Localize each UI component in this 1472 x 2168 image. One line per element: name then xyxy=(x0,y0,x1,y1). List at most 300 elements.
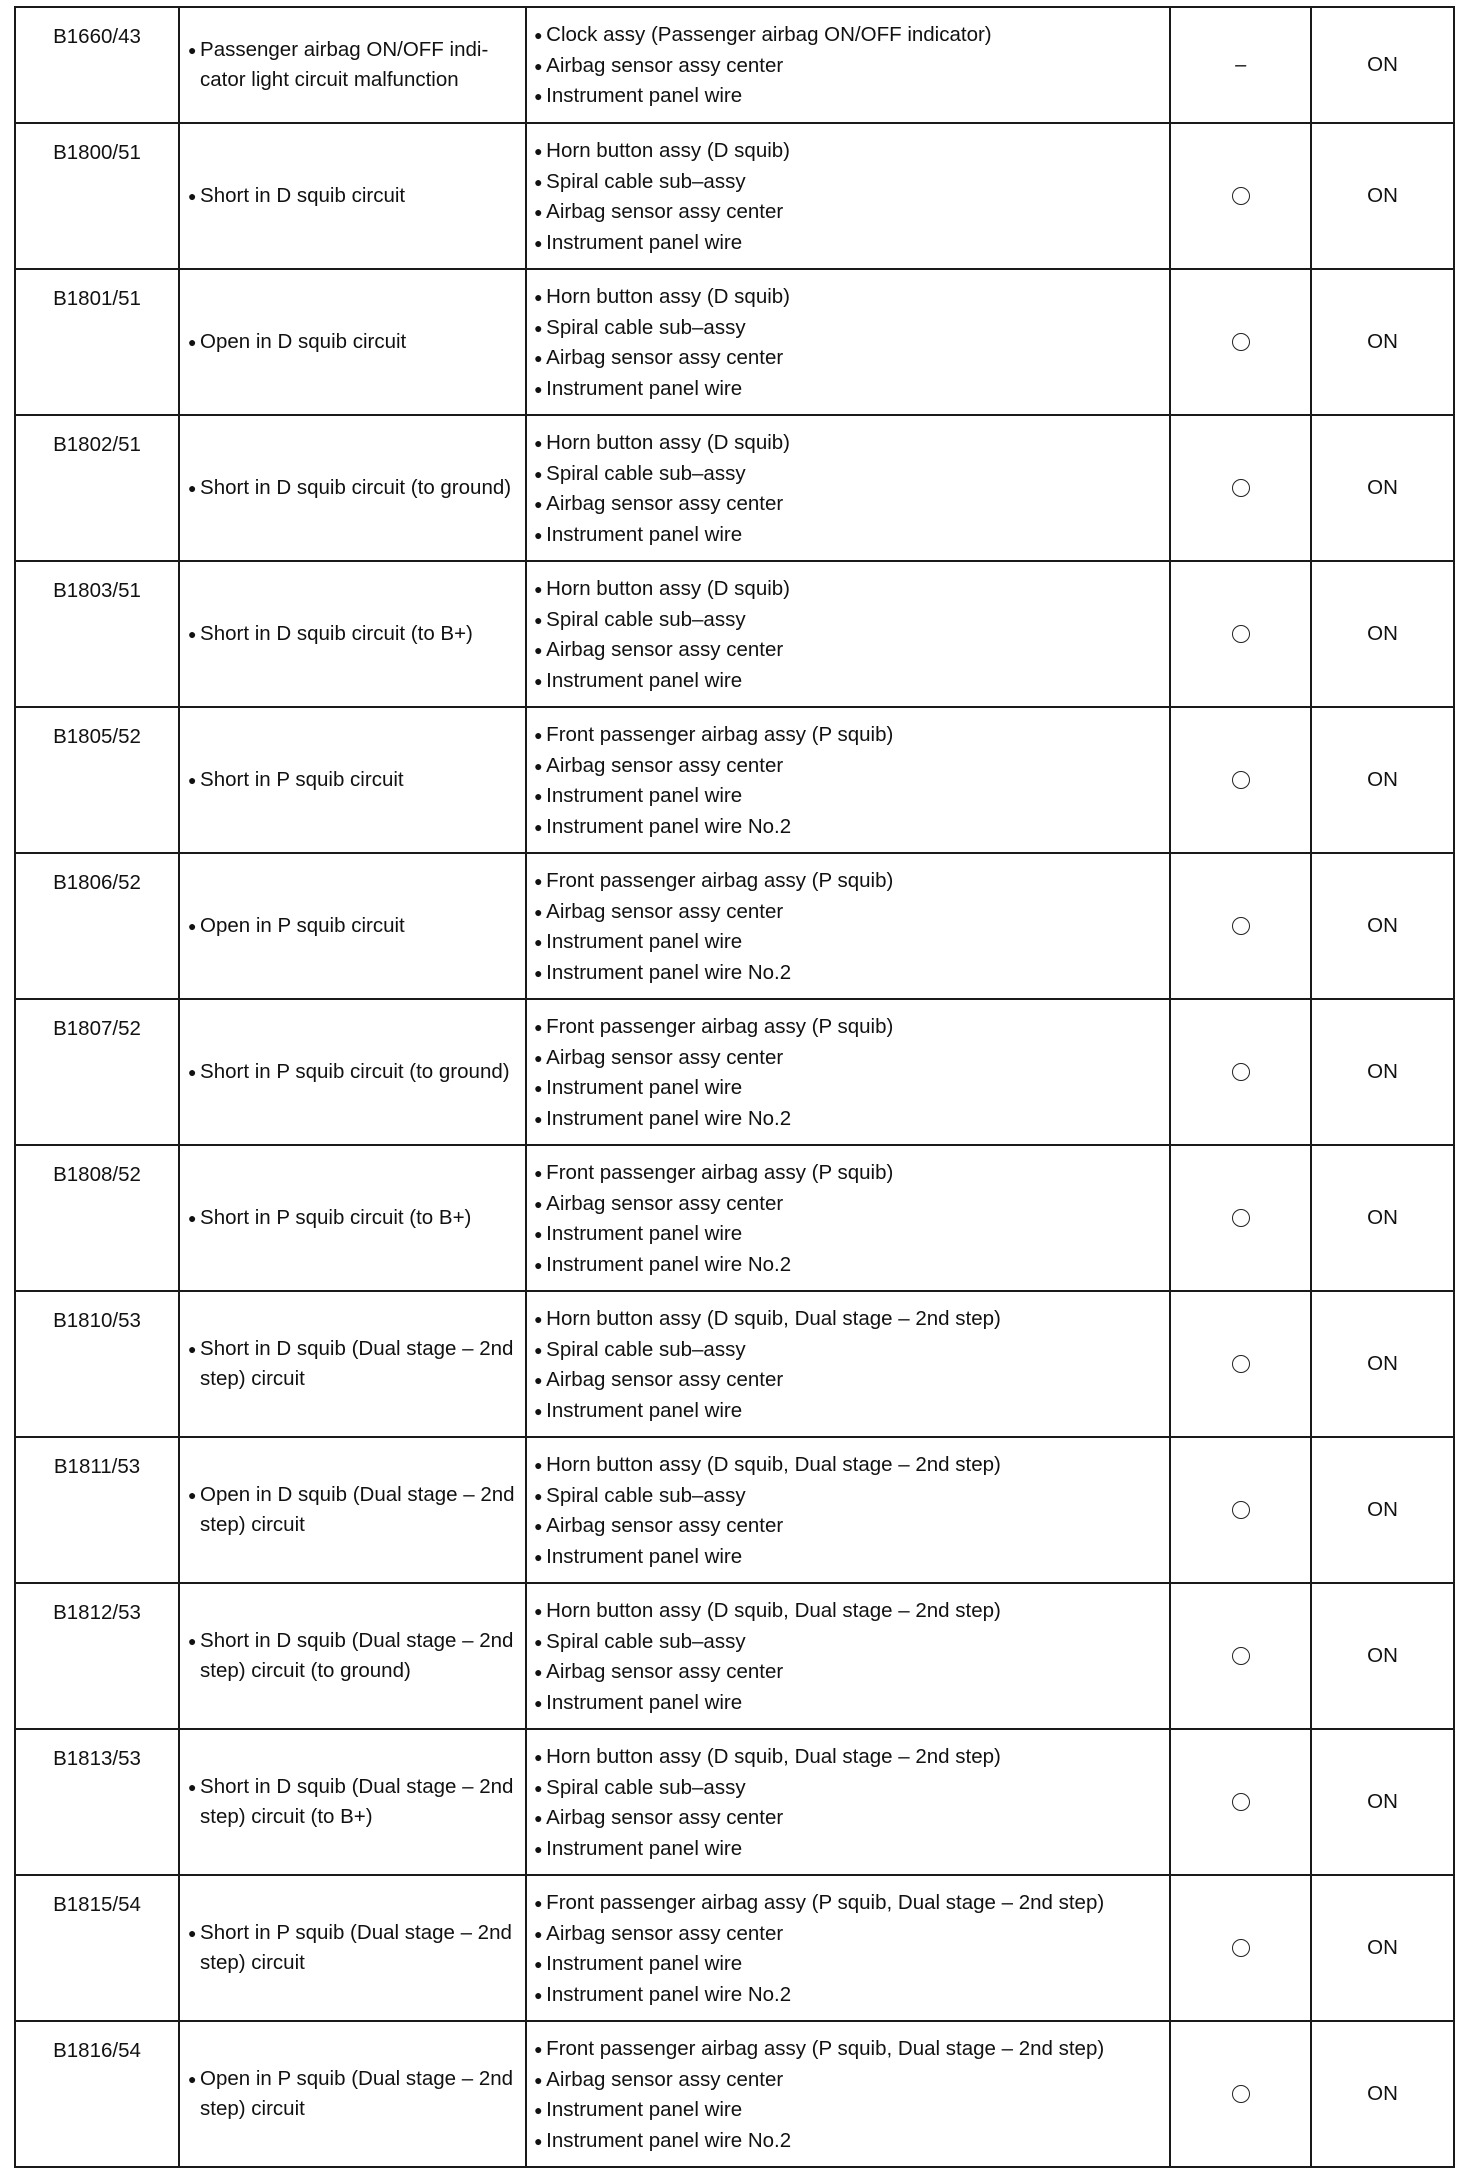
trouble-area-cell xyxy=(526,1583,1170,1729)
trouble-area-cell xyxy=(526,1145,1170,1291)
detection-condition-text: Open in P squib (Dual stage – 2nd step) circuit xyxy=(200,2066,514,2120)
trouble-area-text: Airbag sensor assy center xyxy=(546,753,784,777)
trouble-area-list xyxy=(534,1012,1163,1134)
trouble-area-item xyxy=(534,1481,1163,1512)
detection-condition xyxy=(188,35,519,96)
detection-condition-text: Open in P squib circuit xyxy=(200,913,405,937)
bullet-icon: ● xyxy=(534,1487,543,1504)
trouble-area-text: Front passenger airbag assy (P squib) xyxy=(546,723,894,746)
bullet-icon: ● xyxy=(188,479,197,496)
trouble-area-text: Instrument panel wire xyxy=(546,1836,743,1860)
bullet-icon: ● xyxy=(534,27,543,44)
trouble-area-item xyxy=(534,1888,1163,1919)
trouble-area-cell xyxy=(526,7,1170,123)
trouble-area-text: Airbag sensor assy center xyxy=(546,1660,784,1683)
bullet-icon: ● xyxy=(534,380,543,397)
bullet-icon: ● xyxy=(534,289,543,305)
warning-light-status: ON xyxy=(1367,475,1398,499)
circle-icon xyxy=(1232,771,1250,789)
warning-light-status: ON xyxy=(1367,1789,1398,1813)
bullet-icon: ● xyxy=(534,319,543,336)
dtc-code: B1815/54 xyxy=(53,1893,141,1916)
trouble-area-item xyxy=(534,866,1163,897)
warning-light-cell xyxy=(1311,1583,1454,1729)
bullet-icon: ● xyxy=(534,1165,543,1181)
trouble-area-list xyxy=(534,136,1163,258)
bullet-icon: ● xyxy=(188,1924,197,1941)
trouble-area-cell xyxy=(526,1437,1170,1583)
bullet-icon: ● xyxy=(534,1840,543,1857)
trouble-area-list xyxy=(534,574,1163,696)
detection-condition xyxy=(188,1626,519,1687)
dtc-code: B1800/51 xyxy=(53,141,141,164)
trouble-area-text: Instrument panel wire No.2 xyxy=(546,1252,792,1276)
circle-icon xyxy=(1232,1793,1250,1811)
dtc-code: B1801/51 xyxy=(53,287,141,310)
bullet-icon: ● xyxy=(534,1080,543,1096)
trouble-area-text: Airbag sensor assy center xyxy=(546,1806,784,1829)
memory-cell xyxy=(1170,269,1311,415)
dtc-code: B1813/53 xyxy=(53,1747,141,1770)
memory-cell xyxy=(1170,415,1311,561)
trouble-area-item xyxy=(534,489,1163,520)
detection-condition-text: Open in D squib (Dual stage – 2nd step) circuit xyxy=(200,1482,515,1536)
trouble-area-item xyxy=(534,1073,1163,1104)
trouble-area-text: Instrument panel wire xyxy=(546,376,743,400)
dtc-code: B1660/43 xyxy=(53,25,141,48)
bullet-icon: ● xyxy=(534,496,543,512)
detection-condition-cell xyxy=(179,999,526,1145)
trouble-area-cell xyxy=(526,269,1170,415)
bullet-icon: ● xyxy=(534,1694,543,1711)
trouble-area-text: Instrument panel wire No.2 xyxy=(546,814,792,838)
memory-cell xyxy=(1170,707,1311,853)
memory-mark xyxy=(1232,1644,1250,1667)
table-row xyxy=(15,1583,1454,1729)
dtc-code-cell xyxy=(15,269,179,415)
detection-condition xyxy=(188,1334,519,1395)
trouble-area-item xyxy=(534,812,1163,843)
bullet-icon: ● xyxy=(534,1548,543,1565)
trouble-area-item xyxy=(534,1104,1163,1135)
trouble-area-text: Airbag sensor assy center xyxy=(546,638,784,661)
bullet-icon: ● xyxy=(188,187,197,204)
bullet-icon: ● xyxy=(534,1110,543,1127)
memory-mark xyxy=(1232,914,1250,937)
detection-condition xyxy=(188,181,519,212)
detection-condition-cell xyxy=(179,707,526,853)
dtc-code-cell xyxy=(15,1291,179,1437)
trouble-area-text: Instrument panel wire No.2 xyxy=(546,1982,792,2006)
memory-cell xyxy=(1170,1437,1311,1583)
trouble-area-text: Front passenger airbag assy (P squib) xyxy=(546,1015,894,1038)
bullet-icon: ● xyxy=(534,1956,543,1972)
trouble-area-text: Airbag sensor assy center xyxy=(546,1191,784,1215)
trouble-area-text: Airbag sensor assy center xyxy=(546,492,784,515)
warning-light-cell xyxy=(1311,2021,1454,2167)
bullet-icon: ● xyxy=(534,934,543,950)
bullet-icon: ● xyxy=(534,1226,543,1242)
detection-condition-text: Short in P squib circuit (to ground) xyxy=(200,1059,510,1083)
dtc-code-cell xyxy=(15,561,179,707)
trouble-area-cell xyxy=(526,123,1170,269)
trouble-area-text: Airbag sensor assy center xyxy=(546,899,784,923)
bullet-icon: ● xyxy=(188,771,197,788)
trouble-area-text: Spiral cable sub–assy xyxy=(546,461,746,485)
detection-condition-text: Short in D squib (Dual stage – 2nd step) circuit (to B+) xyxy=(200,1774,514,1828)
trouble-area-text: Horn button assy (D squib) xyxy=(546,577,790,600)
memory-mark xyxy=(1232,476,1250,499)
trouble-area-item xyxy=(534,374,1163,405)
detection-condition xyxy=(188,1480,519,1541)
memory-cell xyxy=(1170,1583,1311,1729)
trouble-area-item xyxy=(534,781,1163,812)
warning-light-status: ON xyxy=(1367,621,1398,645)
trouble-area-text: Horn button assy (D squib, Dual stage – 2nd step) xyxy=(546,1307,1001,1330)
dtc-code: B1806/52 xyxy=(53,871,141,894)
trouble-area-item xyxy=(534,1043,1163,1074)
warning-light-status: ON xyxy=(1367,1935,1398,1959)
bullet-icon: ● xyxy=(534,1603,543,1619)
bullet-icon: ● xyxy=(534,1810,543,1826)
memory-cell xyxy=(1170,853,1311,999)
warning-light-cell xyxy=(1311,707,1454,853)
detection-condition xyxy=(188,619,519,650)
trouble-area-item xyxy=(534,1012,1163,1043)
circle-icon xyxy=(1232,1501,1250,1519)
detection-condition xyxy=(188,1203,519,1234)
warning-light-status: ON xyxy=(1367,1643,1398,1667)
trouble-area-text: Front passenger airbag assy (P squib, Dual stage – 2nd step) xyxy=(546,1891,1105,1914)
trouble-area-item xyxy=(534,428,1163,459)
trouble-area-cell xyxy=(526,707,1170,853)
bullet-icon: ● xyxy=(534,788,543,804)
trouble-area-text: Instrument panel wire xyxy=(546,1076,743,1099)
trouble-area-item xyxy=(534,1219,1163,1250)
circle-icon xyxy=(1232,333,1250,351)
bullet-icon: ● xyxy=(534,88,543,105)
trouble-area-item xyxy=(534,927,1163,958)
trouble-area-item xyxy=(534,1773,1163,1804)
detection-condition-cell xyxy=(179,415,526,561)
detection-condition-text: Short in D squib circuit (to ground) xyxy=(200,475,512,499)
trouble-area-item xyxy=(534,1158,1163,1189)
detection-condition-text: Short in D squib circuit (to B+) xyxy=(200,621,473,645)
memory-mark xyxy=(1232,330,1250,353)
dtc-table-body xyxy=(15,7,1454,2167)
detection-condition-cell xyxy=(179,1291,526,1437)
trouble-area-item xyxy=(534,1919,1163,1950)
dtc-code-cell xyxy=(15,1729,179,1875)
trouble-area-list xyxy=(534,1742,1163,1864)
circle-icon xyxy=(1232,2085,1250,2103)
memory-mark xyxy=(1232,622,1250,645)
trouble-area-item xyxy=(534,1250,1163,1281)
trouble-area-item xyxy=(534,751,1163,782)
detection-condition xyxy=(188,2064,519,2125)
dtc-code: B1803/51 xyxy=(53,579,141,602)
warning-light-status: ON xyxy=(1367,329,1398,353)
table-row xyxy=(15,999,1454,1145)
circle-icon xyxy=(1232,479,1250,497)
detection-condition-cell xyxy=(179,1729,526,1875)
trouble-area-text: Instrument panel wire xyxy=(546,230,743,254)
bullet-icon: ● xyxy=(534,350,543,366)
trouble-area-text: Instrument panel wire xyxy=(546,930,743,953)
trouble-area-text: Instrument panel wire xyxy=(546,2098,743,2121)
bullet-icon: ● xyxy=(534,143,543,159)
trouble-area-list xyxy=(534,2034,1163,2156)
trouble-area-item xyxy=(534,2065,1163,2096)
trouble-area-item xyxy=(534,2034,1163,2065)
warning-light-cell xyxy=(1311,1145,1454,1291)
trouble-area-text: Instrument panel wire No.2 xyxy=(546,2128,792,2152)
detection-condition xyxy=(188,1918,519,1979)
bullet-icon: ● xyxy=(188,1778,197,1795)
warning-light-cell xyxy=(1311,269,1454,415)
bullet-icon: ● xyxy=(534,818,543,835)
trouble-area-item xyxy=(534,1189,1163,1220)
trouble-area-item xyxy=(534,574,1163,605)
trouble-area-cell xyxy=(526,853,1170,999)
dtc-code-cell xyxy=(15,1875,179,2021)
bullet-icon: ● xyxy=(534,1749,543,1765)
trouble-area-text: Instrument panel wire xyxy=(546,1690,743,1714)
warning-light-cell xyxy=(1311,1875,1454,2021)
circle-icon xyxy=(1232,1209,1250,1227)
dtc-code-cell xyxy=(15,2021,179,2167)
trouble-area-text: Airbag sensor assy center xyxy=(546,200,784,223)
dtc-code: B1807/52 xyxy=(53,1017,141,1040)
circle-icon xyxy=(1232,1063,1250,1081)
trouble-area-item xyxy=(534,666,1163,697)
trouble-area-text: Horn button assy (D squib, Dual stage – 2nd step) xyxy=(546,1599,1001,1622)
trouble-area-text: Instrument panel wire No.2 xyxy=(546,960,792,984)
bullet-icon: ● xyxy=(534,581,543,597)
memory-cell xyxy=(1170,7,1311,123)
trouble-area-item xyxy=(534,1511,1163,1542)
dtc-code: B1812/53 xyxy=(53,1601,141,1624)
bullet-icon: ● xyxy=(534,2071,543,2088)
dtc-code-cell xyxy=(15,7,179,123)
memory-cell xyxy=(1170,1875,1311,2021)
warning-light-status: ON xyxy=(1367,2081,1398,2105)
table-row xyxy=(15,123,1454,269)
trouble-area-item xyxy=(534,1980,1163,2011)
warning-light-cell xyxy=(1311,561,1454,707)
trouble-area-item xyxy=(534,1627,1163,1658)
detection-condition-cell xyxy=(179,123,526,269)
trouble-area-item xyxy=(534,635,1163,666)
trouble-area-list xyxy=(534,1888,1163,2010)
detection-condition-cell xyxy=(179,2021,526,2167)
trouble-area-text: Airbag sensor assy center xyxy=(546,2067,784,2091)
bullet-icon: ● xyxy=(188,1340,197,1357)
trouble-area-text: Instrument panel wire No.2 xyxy=(546,1106,792,1130)
trouble-area-item xyxy=(534,605,1163,636)
table-row xyxy=(15,7,1454,123)
trouble-area-item xyxy=(534,136,1163,167)
trouble-area-text: Spiral cable sub–assy xyxy=(546,1629,746,1653)
trouble-area-list xyxy=(534,1596,1163,1718)
table-row xyxy=(15,1729,1454,1875)
trouble-area-cell xyxy=(526,561,1170,707)
warning-light-cell xyxy=(1311,1291,1454,1437)
bullet-icon: ● xyxy=(534,903,543,920)
memory-mark xyxy=(1232,1498,1250,1521)
warning-light-cell xyxy=(1311,999,1454,1145)
bullet-icon: ● xyxy=(534,1518,543,1534)
bullet-icon: ● xyxy=(534,2102,543,2118)
trouble-area-text: Instrument panel wire xyxy=(546,1398,743,1422)
detection-condition xyxy=(188,1057,519,1088)
trouble-area-item xyxy=(534,520,1163,551)
trouble-area-item xyxy=(534,1596,1163,1627)
memory-cell xyxy=(1170,1729,1311,1875)
trouble-area-cell xyxy=(526,999,1170,1145)
memory-mark xyxy=(1232,1206,1250,1229)
trouble-area-text: Airbag sensor assy center xyxy=(546,1514,784,1537)
warning-light-status: ON xyxy=(1367,1205,1398,1229)
detection-condition-cell xyxy=(179,1875,526,2021)
memory-mark xyxy=(1232,1790,1250,1813)
bullet-icon: ● xyxy=(534,465,543,482)
trouble-area-list xyxy=(534,1304,1163,1426)
detection-condition-text: Short in D squib (Dual stage – 2nd step) circuit xyxy=(200,1336,514,1390)
dtc-code: B1810/53 xyxy=(53,1309,141,1332)
circle-icon xyxy=(1232,625,1250,643)
warning-light-status: ON xyxy=(1367,52,1398,76)
bullet-icon: ● xyxy=(534,526,543,543)
bullet-icon: ● xyxy=(534,1019,543,1035)
dtc-code-cell xyxy=(15,415,179,561)
trouble-area-item xyxy=(534,897,1163,928)
trouble-area-item xyxy=(534,1688,1163,1719)
bullet-icon: ● xyxy=(534,964,543,981)
bullet-icon: ● xyxy=(534,1049,543,1066)
dtc-code: B1808/52 xyxy=(53,1163,141,1186)
trouble-area-text: Instrument panel wire xyxy=(546,784,743,807)
bullet-icon: ● xyxy=(534,173,543,190)
warning-light-status: ON xyxy=(1367,1351,1398,1375)
trouble-area-cell xyxy=(526,2021,1170,2167)
trouble-area-text: Airbag sensor assy center xyxy=(546,1921,784,1945)
trouble-area-list xyxy=(534,428,1163,550)
detection-condition-cell xyxy=(179,1583,526,1729)
warning-light-cell xyxy=(1311,1437,1454,1583)
detection-condition xyxy=(188,327,519,358)
dtc-code: B1802/51 xyxy=(53,433,141,456)
table-row xyxy=(15,269,1454,415)
dtc-code-cell xyxy=(15,1437,179,1583)
bullet-icon: ● xyxy=(188,1063,197,1080)
trouble-area-list xyxy=(534,20,1163,112)
memory-cell xyxy=(1170,999,1311,1145)
table-row xyxy=(15,561,1454,707)
dtc-code: B1811/53 xyxy=(53,1455,141,1478)
trouble-area-text: Horn button assy (D squib, Dual stage – 2nd step) xyxy=(546,1453,1001,1476)
bullet-icon: ● xyxy=(188,333,197,350)
trouble-area-item xyxy=(534,81,1163,112)
circle-icon xyxy=(1232,1355,1250,1373)
bullet-icon: ● xyxy=(534,435,543,451)
detection-condition xyxy=(188,473,519,504)
trouble-area-item xyxy=(534,228,1163,259)
trouble-area-text: Airbag sensor assy center xyxy=(546,1368,784,1391)
memory-mark xyxy=(1232,1936,1250,1959)
warning-light-cell xyxy=(1311,1729,1454,1875)
bullet-icon: ● xyxy=(534,757,543,774)
bullet-icon: ● xyxy=(534,2132,543,2149)
trouble-area-item xyxy=(534,1803,1163,1834)
dtc-code-cell xyxy=(15,707,179,853)
trouble-area-item xyxy=(534,1542,1163,1573)
trouble-area-text: Spiral cable sub–assy xyxy=(546,1775,746,1799)
trouble-area-cell xyxy=(526,1875,1170,2021)
table-row xyxy=(15,1145,1454,1291)
trouble-area-text: Spiral cable sub–assy xyxy=(546,1483,746,1507)
trouble-area-text: Instrument panel wire xyxy=(546,1544,743,1568)
memory-cell xyxy=(1170,2021,1311,2167)
warning-light-cell xyxy=(1311,123,1454,269)
trouble-area-item xyxy=(534,1742,1163,1773)
bullet-icon: ● xyxy=(188,41,197,58)
trouble-area-item xyxy=(534,1335,1163,1366)
bullet-icon: ● xyxy=(534,1195,543,1212)
trouble-area-text: Instrument panel wire xyxy=(546,522,743,546)
dtc-code-cell xyxy=(15,1145,179,1291)
bullet-icon: ● xyxy=(534,672,543,689)
bullet-icon: ● xyxy=(188,1632,197,1649)
trouble-area-text: Spiral cable sub–assy xyxy=(546,315,746,339)
trouble-area-item xyxy=(534,1834,1163,1865)
trouble-area-item xyxy=(534,1657,1163,1688)
warning-light-status: ON xyxy=(1367,1497,1398,1521)
trouble-area-cell xyxy=(526,1729,1170,1875)
warning-light-cell xyxy=(1311,7,1454,123)
trouble-area-item xyxy=(534,313,1163,344)
trouble-area-text: Spiral cable sub–assy xyxy=(546,169,746,193)
trouble-area-text: Instrument panel wire xyxy=(546,84,743,108)
dtc-code-cell xyxy=(15,853,179,999)
warning-light-status: ON xyxy=(1367,767,1398,791)
bullet-icon: ● xyxy=(534,1986,543,2003)
trouble-area-item xyxy=(534,343,1163,374)
memory-mark xyxy=(1232,1060,1250,1083)
bullet-icon: ● xyxy=(534,2041,543,2057)
table-row xyxy=(15,1291,1454,1437)
trouble-area-list xyxy=(534,1450,1163,1572)
bullet-icon: ● xyxy=(188,917,197,934)
table-row xyxy=(15,707,1454,853)
trouble-area-text: Front passenger airbag assy (P squib, Dual stage – 2nd step) xyxy=(546,2037,1105,2060)
memory-cell xyxy=(1170,561,1311,707)
table-row xyxy=(15,415,1454,561)
detection-condition-text: Short in P squib (Dual stage – 2nd step) circuit xyxy=(200,1920,512,1974)
trouble-area-item xyxy=(534,282,1163,313)
trouble-area-item xyxy=(534,51,1163,82)
detection-condition-text: Short in D squib circuit xyxy=(200,183,406,207)
warning-light-cell xyxy=(1311,853,1454,999)
bullet-icon: ● xyxy=(188,2070,197,2087)
bullet-icon: ● xyxy=(534,1256,543,1273)
bullet-icon: ● xyxy=(534,1779,543,1796)
table-row xyxy=(15,1875,1454,2021)
detection-condition-text: Short in P squib circuit (to B+) xyxy=(200,1205,472,1229)
dtc-table xyxy=(14,6,1455,2168)
bullet-icon: ● xyxy=(534,1664,543,1680)
warning-light-status: ON xyxy=(1367,1059,1398,1083)
